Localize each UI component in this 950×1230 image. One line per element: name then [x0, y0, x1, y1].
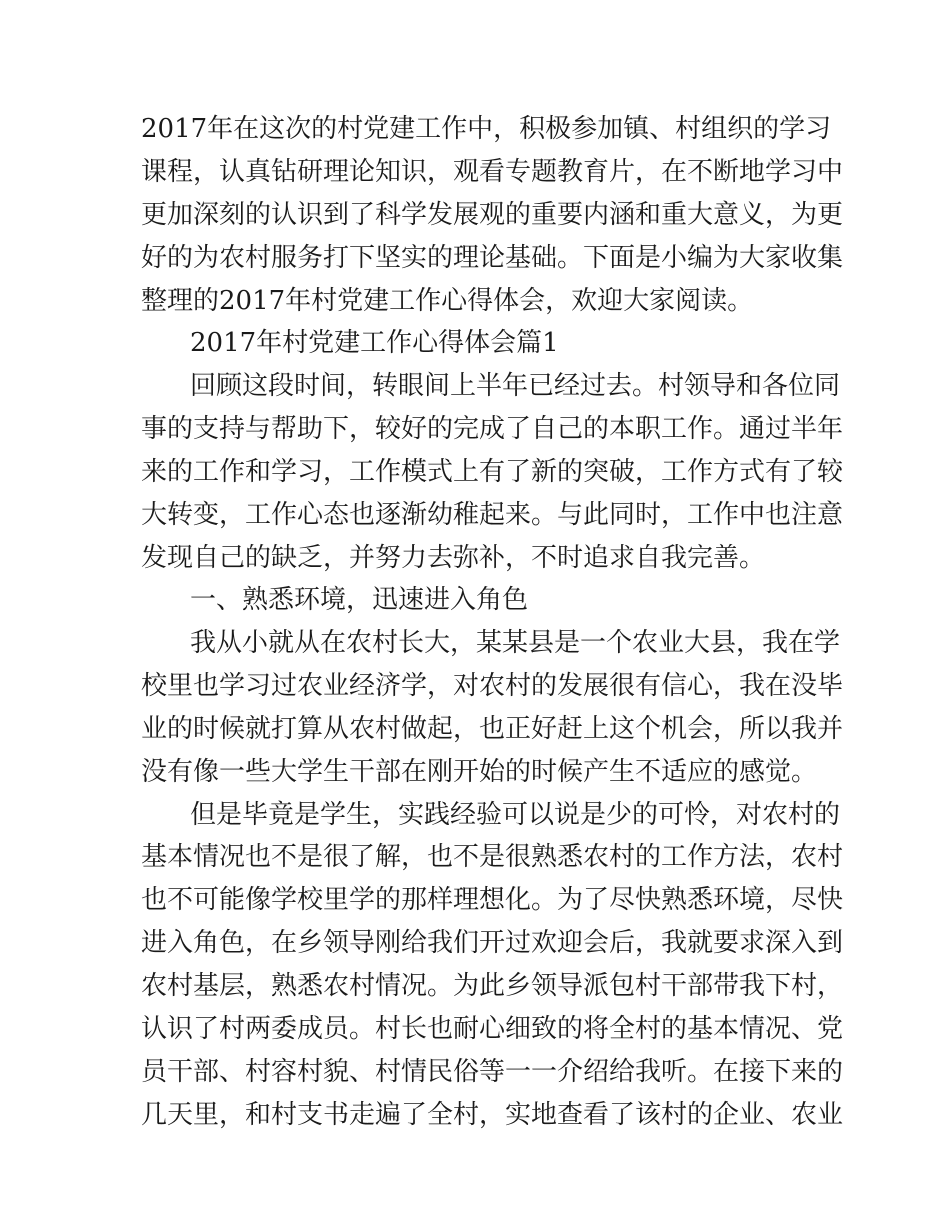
paragraph-1-line-4: 大转变，工作心态也逐渐幼稚起来。与此同时，工作中也注意 [141, 500, 844, 530]
intro-line-3: 更加深刻的认识到了科学发展观的重要内涵和重大意义，为更 [141, 200, 844, 230]
paragraph-3-line-4: 进入角色，在乡领导刚给我们开过欢迎会后，我就要求深入到 [141, 928, 844, 958]
intro-line-2: 课程，认真钻研理论知识，观看专题教育片，在不断地学习中 [141, 157, 844, 187]
paragraph-3-line-5: 农村基层，熟悉农村情况。为此乡领导派包村干部带我下村， [141, 971, 844, 1001]
paragraph-3-line-2: 基本情况也不是很了解，也不是很熟悉农村的工作方法，农村 [141, 842, 844, 872]
intro-line-4: 好的为农村服务打下坚实的理论基础。下面是小编为大家收集 [141, 243, 844, 273]
paragraph-3-line-3: 也不可能像学校里学的那样理想化。为了尽快熟悉环境，尽快 [141, 885, 844, 915]
paragraph-1-line-2: 事的支持与帮助下，较好的完成了自己的本职工作。通过半年 [141, 414, 844, 444]
paragraph-2-line-3: 业的时候就打算从农村做起，也正好赶上这个机会，所以我并 [141, 714, 844, 744]
intro-line-5: 整理的2017年村党建工作心得体会，欢迎大家阅读。 [141, 286, 754, 316]
paragraph-2-line-2: 校里也学习过农业经济学，对农村的发展很有信心，我在没毕 [141, 671, 844, 701]
section-title: 2017年村党建工作心得体会篇1 [190, 328, 559, 358]
paragraph-3-line-1: 但是毕竟是学生，实践经验可以说是少的可怜，对农村的 [190, 800, 841, 830]
intro-line-1: 2017年在这次的村党建工作中，积极参加镇、村组织的学习 [141, 114, 832, 144]
paragraph-2-line-4: 没有像一些大学生干部在刚开始的时候产生不适应的感觉。 [141, 757, 818, 787]
paragraph-1-line-3: 来的工作和学习，工作模式上有了新的突破，工作方式有了较 [141, 457, 844, 487]
paragraph-3-line-7: 员干部、村容村貌、村情民俗等一一介绍给我听。在接下来的 [141, 1057, 844, 1087]
paragraph-3-line-6: 认识了村两委成员。村长也耐心细致的将全村的基本情况、党 [141, 1014, 844, 1044]
paragraph-1-line-5: 发现自己的缺乏，并努力去弥补，不时追求自我完善。 [141, 543, 766, 573]
paragraph-1-line-1: 回顾这段时间，转眼间上半年已经过去。村领导和各位同 [190, 371, 841, 401]
subheading-1: 一、熟悉环境，迅速进入角色 [190, 585, 529, 615]
paragraph-3-line-8: 几天里，和村支书走遍了全村，实地查看了该村的企业、农业 [141, 1100, 844, 1130]
paragraph-2-line-1: 我从小就从在农村长大，某某县是一个农业大县，我在学 [190, 628, 841, 658]
